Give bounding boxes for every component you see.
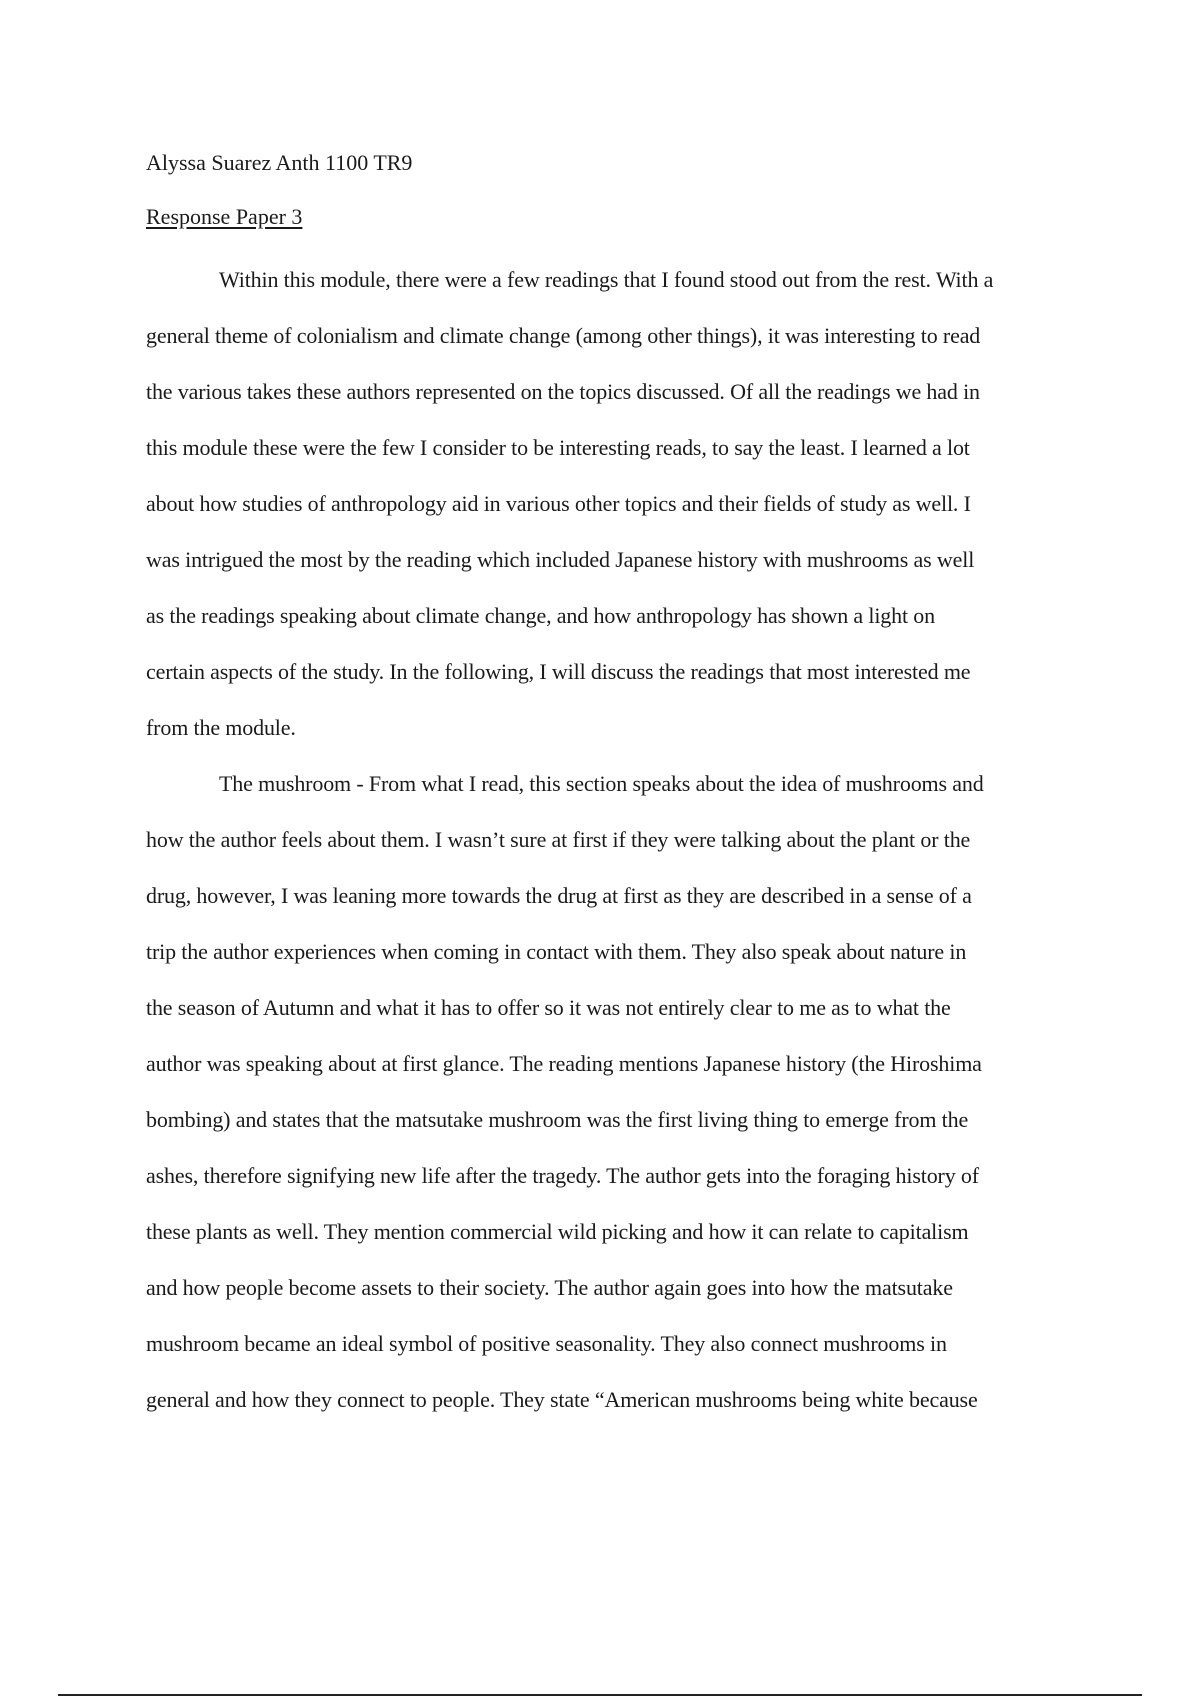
paragraph-2-line: how the author feels about them. I wasn’t sure at first if they were talking about the plant or the	[146, 827, 971, 852]
paragraph-1-line: the various takes these authors represented on the topics discussed. Of all the readings we had in	[146, 379, 980, 404]
document-body	[146, 146, 1091, 1428]
paragraph-1-line: Within this module, there were a few readings that I found stood out from the rest. With a	[219, 267, 994, 292]
paragraph-1-line: this module these were the few I consider to be interesting reads, to say the least. I learned a lot	[146, 435, 970, 460]
bottom-divider	[58, 1694, 1142, 1696]
paper-title: Response Paper 3	[146, 204, 303, 229]
paragraph-2-line: these plants as well. They mention commercial wild picking and how it can relate to capitalism	[146, 1219, 969, 1244]
paragraph-2-line: mushroom became an ideal symbol of positive seasonality. They also connect mushrooms in	[146, 1331, 947, 1356]
paragraph-2-line: the season of Autumn and what it has to offer so it was not entirely clear to me as to what the	[146, 995, 951, 1020]
paragraph-2-line: The mushroom - From what I read, this section speaks about the idea of mushrooms and	[219, 771, 984, 796]
paragraph-1-line: as the readings speaking about climate change, and how anthropology has shown a light on	[146, 603, 935, 628]
paragraph-2-line: drug, however, I was leaning more towards the drug at first as they are described in a sense of a	[146, 883, 972, 908]
paragraph-1-line: certain aspects of the study. In the following, I will discuss the readings that most interested me	[146, 659, 971, 684]
paragraph-2-line: bombing) and states that the matsutake mushroom was the first living thing to emerge from the	[146, 1107, 969, 1132]
paragraph-2-line: author was speaking about at first glance. The reading mentions Japanese history (the Hiroshima	[146, 1051, 982, 1076]
paragraph-2-line: general and how they connect to people. They state “American mushrooms being white because	[146, 1387, 978, 1412]
author-course-header: Alyssa Suarez Anth 1100 TR9	[146, 150, 413, 175]
paragraph-2-line: trip the author experiences when coming in contact with them. They also speak about nature in	[146, 939, 967, 964]
paragraph-1-line: from the module.	[146, 715, 296, 740]
paragraph-1-line: about how studies of anthropology aid in various other topics and their fields of study as well. I	[146, 491, 971, 516]
paragraph-1-line: was intrigued the most by the reading which included Japanese history with mushrooms as well	[146, 547, 975, 572]
paragraph-1-line: general theme of colonialism and climate change (among other things), it was interesting to read	[146, 323, 981, 348]
paragraph-2-line: and how people become assets to their society. The author again goes into how the matsutake	[146, 1275, 953, 1300]
paragraph-2-line: ashes, therefore signifying new life after the tragedy. The author gets into the foraging history of	[146, 1163, 979, 1188]
